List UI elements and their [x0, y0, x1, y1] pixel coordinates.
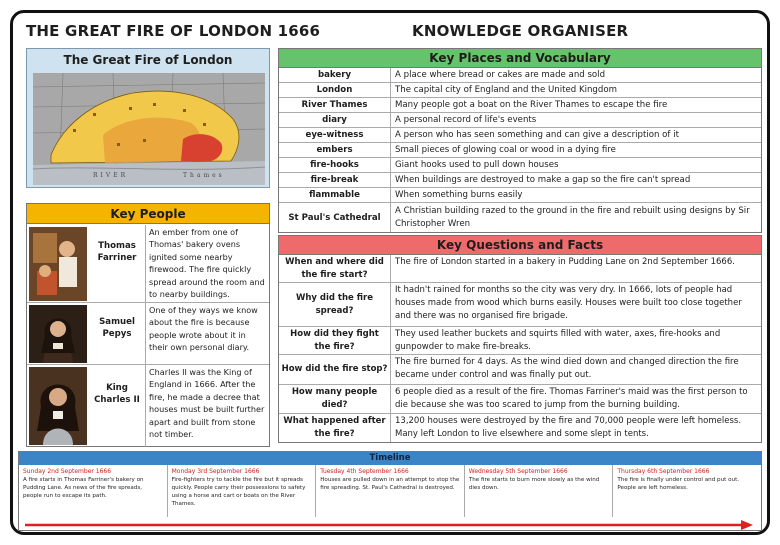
answer-text: 13,200 houses were destroyed by the fire and 70,000 people were left homeless. Many left London to live elsewhere and some slept in tents. [395, 416, 742, 440]
answer-text: 6 people died as a result of the fire. Thomas Farriner's maid was the first person to die because she was too scared to jump from the burning building. [395, 387, 748, 411]
vocab-term: River Thames [279, 98, 391, 112]
timeline-day [613, 465, 761, 517]
vocab-row [279, 203, 761, 232]
question-text: How did they fight the fire? [279, 327, 391, 354]
vocab-definition: A personal record of life's events [395, 115, 537, 125]
person-description: Charles II was the King of England in 1666. After the fire, he made a decree that houses must be built further apart and built from stone not timber. [145, 365, 269, 447]
timeline-day [316, 465, 465, 517]
person-row [27, 303, 269, 365]
person-name: Samuel Pepys [99, 317, 135, 339]
vocab-row [279, 173, 761, 188]
question-row [279, 414, 761, 442]
timeline-date: Monday 3rd September 1666 [171, 468, 260, 475]
answer-text: The fire burned for 4 days. As the wind died down and changed direction the fire became under control and was finally put out. [395, 357, 739, 381]
key-people-heading: Key People [27, 204, 269, 224]
vocab-definition: When buildings are destroyed to make a gap so the fire can't spread [395, 175, 691, 185]
vocab-definition: When something burns easily [395, 190, 523, 200]
person-description: One of they ways we know about the fire is because people wrote about it in their own personal diary. [145, 303, 269, 364]
vocab-row [279, 113, 761, 128]
timeline-date: Sunday 2nd September 1666 [23, 468, 112, 475]
vocabulary-heading: Key Places and Vocabulary [279, 49, 761, 68]
vocab-row [279, 83, 761, 98]
farriner-portrait-image [29, 227, 87, 301]
person-name: Thomas Farriner [97, 241, 137, 263]
vocab-row [279, 68, 761, 83]
map-thames-label: Thames [183, 172, 225, 179]
person-row [27, 225, 269, 303]
map-river-label: RIVER [93, 172, 129, 179]
timeline-day [465, 465, 614, 517]
timeline-heading: Timeline [19, 452, 761, 465]
vocab-term: eye-witness [279, 128, 391, 142]
vocab-term: London [279, 83, 391, 97]
timeline-date: Tuesday 4th September 1666 [320, 468, 409, 475]
question-row [279, 255, 761, 283]
vocab-term: fire-hooks [279, 158, 391, 172]
vocab-row [279, 98, 761, 113]
question-text: How did the fire stop? [279, 355, 391, 384]
map-title: The Great Fire of London [63, 53, 233, 67]
timeline-text: A fire starts in Thomas Farriner's bakery on Pudding Lane. As news of the fire spreads, people run to escape its path. [23, 477, 144, 499]
timeline-date: Wednesday 5th September 1666 [468, 468, 568, 475]
person-name: King Charles II [94, 383, 140, 405]
map-panel [26, 48, 270, 188]
fire-map-image [33, 73, 265, 185]
vocab-definition: The capital city of England and the United Kingdom [395, 85, 617, 95]
vocab-definition: A place where bread or cakes are made and sold [395, 70, 606, 80]
questions-heading: Key Questions and Facts [279, 236, 761, 255]
timeline-day [168, 465, 317, 517]
vocab-row [279, 143, 761, 158]
timeline-text: Fire-fighters try to tackle the fire but it spreads quickly. People carry their possessions to safety using a horse and cart or boats on the River Thames. [171, 477, 306, 507]
timeline-text: Houses are pulled down in an attempt to stop the fire spreading. St. Paul's Cathedral is destroyed. [320, 477, 460, 491]
timeline-date: Thursday 6th September 1666 [617, 468, 710, 475]
vocab-term: St Paul's Cathedral [279, 203, 391, 232]
vocab-row [279, 188, 761, 203]
question-row [279, 355, 761, 385]
vocab-term: flammable [279, 188, 391, 202]
vocab-definition: Small pieces of glowing coal or wood in a dying fire [395, 145, 616, 155]
timeline-panel [18, 451, 762, 531]
answer-text: The fire of London started in a bakery in Pudding Lane on 2nd September 1666. [395, 257, 735, 267]
vocab-term: diary [279, 113, 391, 127]
question-row [279, 327, 761, 355]
vocab-definition: A person who has seen something and can give a description of it [395, 130, 679, 140]
page-title: THE GREAT FIRE OF LONDON 1666 [26, 22, 321, 40]
page-subtitle: KNOWLEDGE ORGANISER [412, 22, 629, 40]
timeline-arrow-icon [25, 515, 753, 525]
timeline-text: The fire starts to burn more slowly as the wind dies down. [468, 477, 600, 491]
vocab-term: embers [279, 143, 391, 157]
vocab-row [279, 158, 761, 173]
answer-text: They used leather buckets and squirts filled with water, axes, fire-hooks and gunpowder to make fire-breaks. [395, 329, 721, 353]
question-row [279, 283, 761, 327]
vocabulary-table [278, 48, 762, 233]
questions-table [278, 235, 762, 443]
vocab-definition: Many people got a boat on the River Thames to escape the fire [395, 100, 668, 110]
pepys-portrait-image [29, 305, 87, 363]
key-people-panel [26, 203, 270, 447]
charles-portrait-image [29, 367, 87, 445]
vocab-term: bakery [279, 68, 391, 82]
timeline-day [19, 465, 168, 517]
vocab-definition: A Christian building razed to the ground in the fire and rebuilt using designs by Sir Christopher Wren [395, 205, 750, 229]
person-description: An ember from one of Thomas' bakery ovens ignited some nearby firewood. The fire quickly spread around the room and to nearby buildings. [145, 225, 269, 302]
vocab-row [279, 128, 761, 143]
question-row [279, 385, 761, 414]
answer-text: It hadn't rained for months so the city was very dry. In 1666, lots of people had houses made from wood which burns easily. Houses were built too close together and there was no organised fire brigade. [395, 285, 742, 322]
person-row [27, 365, 269, 447]
question-text: What happened after the fire? [279, 414, 391, 442]
vocab-term: fire-break [279, 173, 391, 187]
question-text: How many people died? [279, 385, 391, 413]
timeline-text: The fire is finally under control and put out. People are left homeless. [617, 477, 740, 491]
question-text: Why did the fire spread? [279, 283, 391, 326]
vocab-definition: Giant hooks used to pull down houses [395, 160, 559, 170]
question-text: When and where did the fire start? [279, 255, 391, 282]
